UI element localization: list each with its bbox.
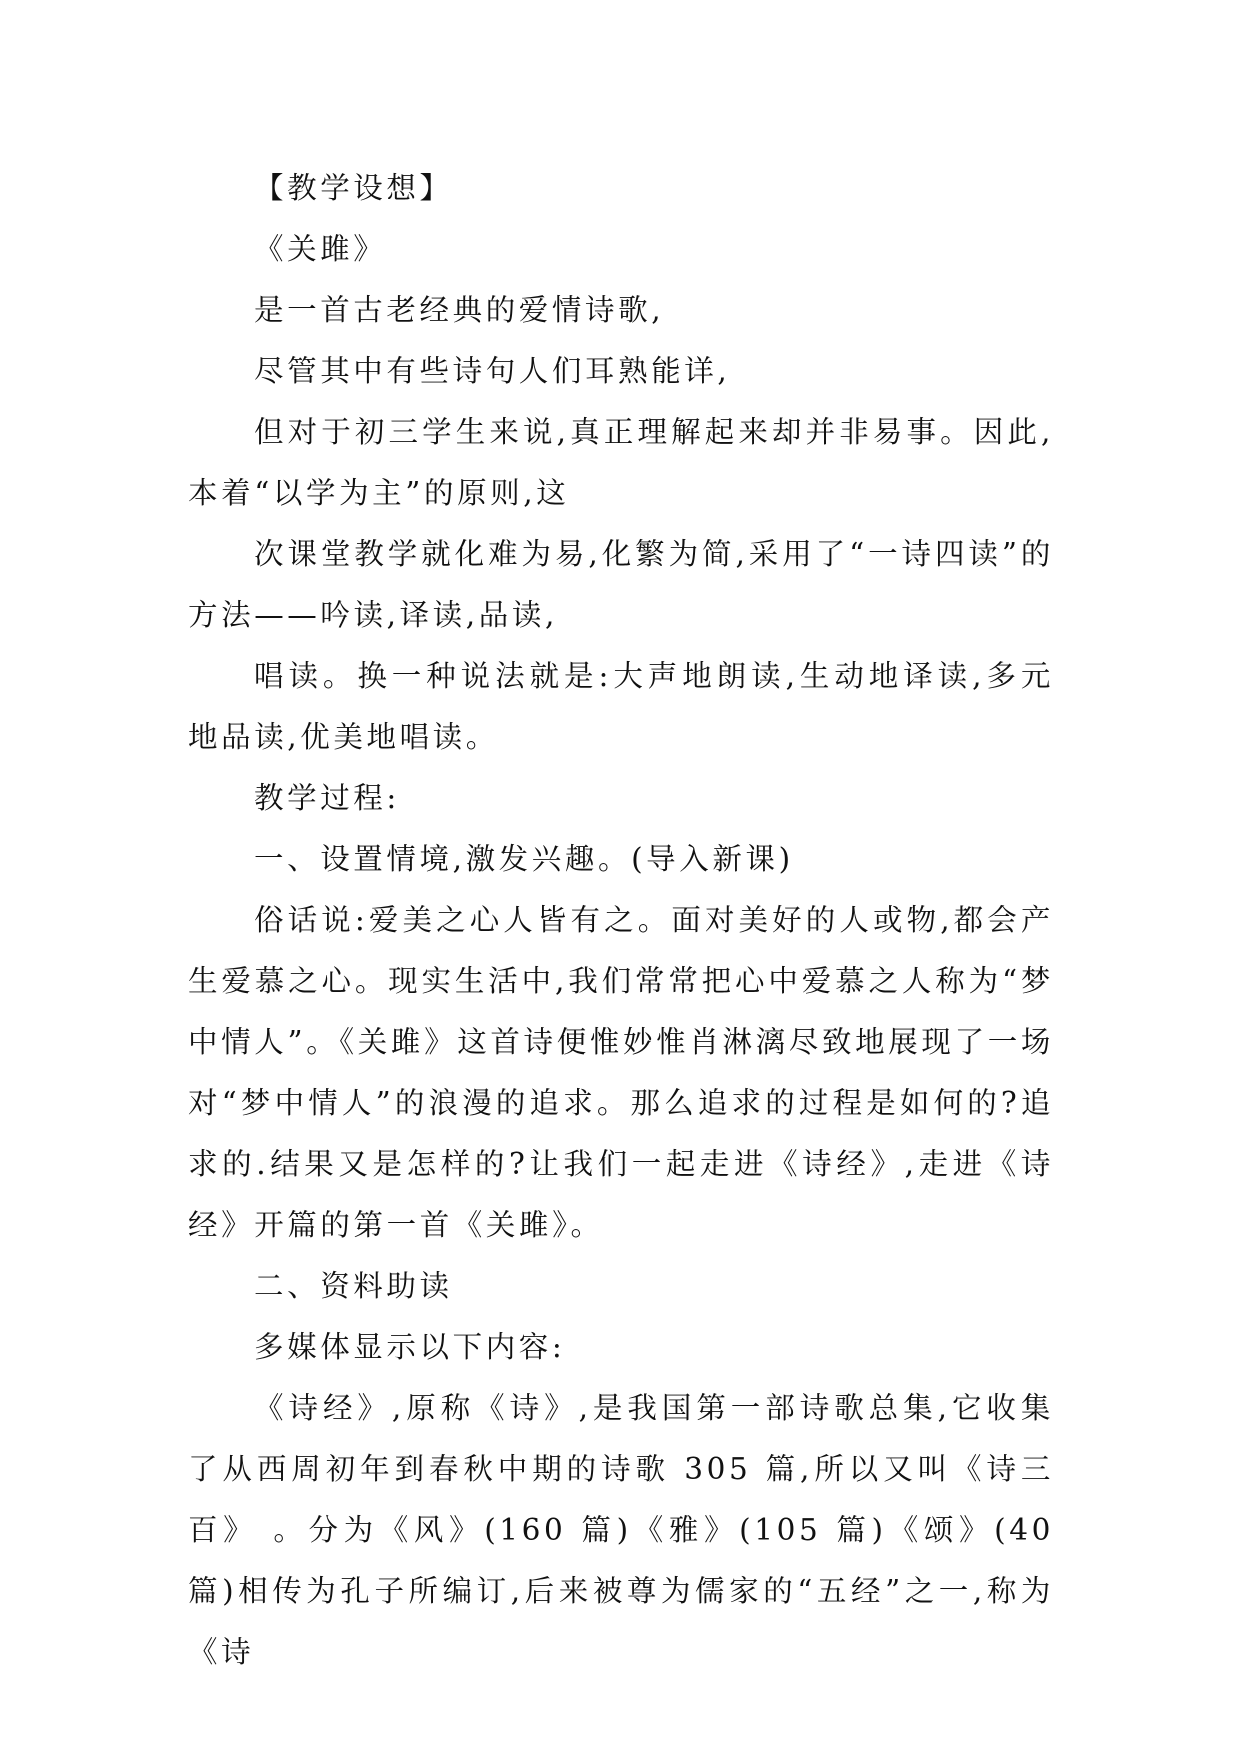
paragraph: 次课堂教学就化难为易,化繁为简,采用了“一诗四读”的方法——吟读,译读,品读, (188, 537, 1054, 632)
paragraph: 唱读。换一种说法就是:大声地朗读,生动地译读,多元地品读,优美地唱读。 (188, 659, 1054, 754)
section-heading-step-one: 一、设置情境,激发兴趣。(导入新课) (254, 842, 794, 876)
paragraph: 是一首古老经典的爱情诗歌, (254, 293, 665, 327)
heading-teaching-concept: 【教学设想】 (254, 171, 453, 205)
paragraph-poem-title: 《关雎》 (254, 232, 387, 266)
paragraph: 俗话说:爱美之心人皆有之。面对美好的人或物,都会产生爱慕之心。现实生活中,我们常常把心中爱慕之人称为“梦中情人”。《关雎》这首诗便惟妙惟肖淋漓尽致地展现了一场对“梦中情人”的浪漫的追求。那么追求的过程是如何的?追求的.结果又是怎样的?让我们一起走进《诗经》,走进《诗经》开篇的第一首《关雎》。 (188, 903, 1054, 1242)
document-body (188, 158, 1054, 1683)
paragraph: 《诗经》,原称《诗》,是我国第一部诗歌总集,它收集了从西周初年到春秋中期的诗歌 305 篇,所以又叫《诗三百》 。分为《风》(160 篇)《雅》(105 篇)《颂》(40 篇)相传为孔子所编订,后来被尊为儒家的“五经”之一,称为《诗 (188, 1391, 1054, 1669)
paragraph: 尽管其中有些诗句人们耳熟能详, (254, 354, 731, 388)
section-heading-teaching-process: 教学过程: (254, 781, 400, 815)
paragraph: 多媒体显示以下内容: (254, 1330, 566, 1364)
section-heading-step-two: 二、资料助读 (254, 1269, 453, 1303)
paragraph: 但对于初三学生来说,真正理解起来却并非易事。因此,本着“以学为主”的原则,这 (188, 415, 1054, 510)
